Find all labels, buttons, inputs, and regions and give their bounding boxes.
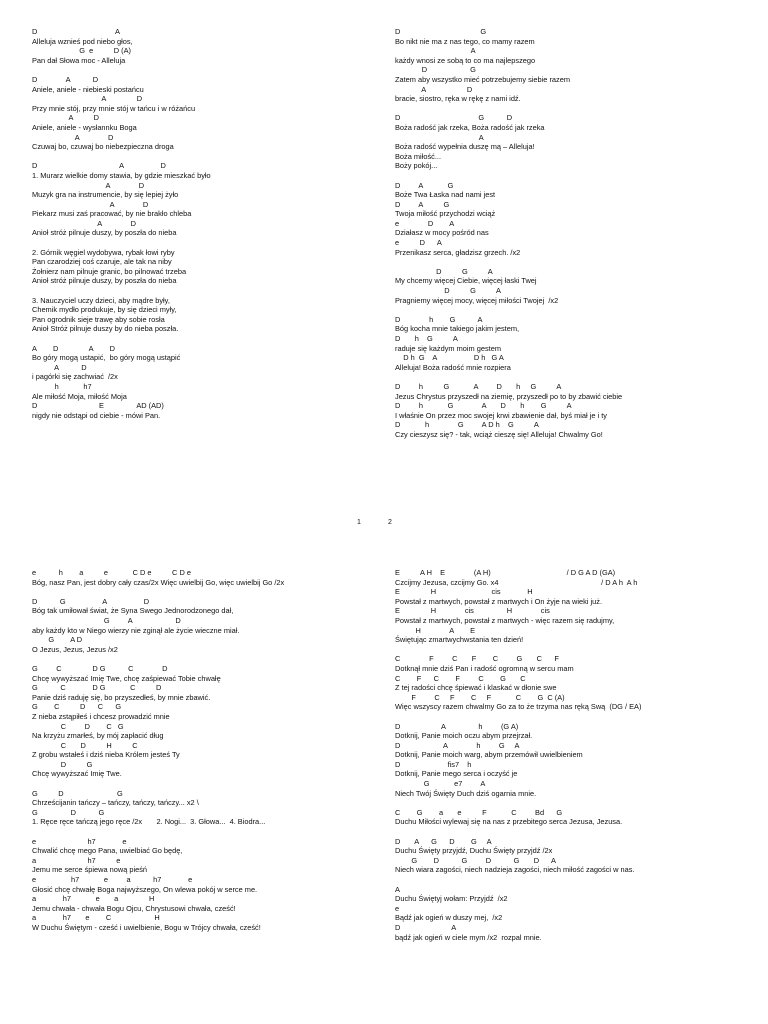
song-line: D A D [32,161,166,171]
song-line: Z nieba zstąpiłeś i chcesz prowadzić mnie [32,711,170,721]
song-line: G D G D G D A [395,855,556,865]
song-line: A [395,884,400,894]
song-line: h h7 [32,381,92,391]
song-line: Chemik mydło produkuje, by się dzieci myły, [32,305,177,315]
song-line: D A [395,922,457,932]
song-line: Muzyk gra na instrumencie, by się lepiej żyło [32,190,179,200]
song-line: D A G [395,199,450,209]
song-line: e h7 e a h7 e [32,875,193,884]
song-line: W Duchu Świętym - cześć i uwielbienie, Bogu w Trójcy chwała, cześć! [32,922,261,932]
song-line: Piekarz musi zaś pracować, by nie brakło chleba [32,209,192,219]
song-line [32,152,372,162]
song-line [32,65,372,75]
song-line: Więc wszyscy razem chwalmy Go za to że trzyma nas ręką Swą (DG / EA) [395,702,642,712]
song-line: Niech wiara zagości, niech nadzieja zagości, niech miłość zagości w nas. [395,865,635,875]
song-line [32,286,372,296]
song-line: Powstał z martwych, powstał z martwych - więc razem się radujmy, [395,615,615,625]
song-line: i pagórki się zachwiać /2x [32,372,118,382]
song-line: Bóg tak umiłował świat, że Syna Swego Jednorodzonego dał, [32,606,234,616]
song-line: D G [395,27,487,36]
song-line: Duchu Świętyj wołam: Przyjdź /x2 [395,894,508,904]
song-line: D A D [32,74,99,84]
song-line: Boży pokój... [395,161,438,171]
song-line: Na krzyżu zmarłeś, by mój zapłacić dług [32,731,164,741]
song-line [32,587,382,597]
song-line: Bóg kocha mnie takiego jakim jestem, [395,324,520,334]
song-line: G e7 A [395,779,486,789]
song-line: Pan dał Słowa moc - Alleluja [32,55,126,65]
song-line: D G A [395,286,501,296]
page-number-right: 2 [388,519,392,526]
song-line: każdy wnosi ze sobą to co ma najlepszego [395,55,536,65]
song-line: bracie, siostro, ręka w rękę z nami idź. [395,94,521,104]
song-line: nigdy nie odstąpi od ciebie - mówi Pan. [32,410,161,420]
song-line: Jemu me serce śpiewa nową pieśń [32,865,148,875]
song-line: Świętując zmartwychwstania ten dzień! [395,635,524,645]
song-line: G e D (A) [32,46,131,56]
song-line: Duchu Święty przyjdź, Duchu Święty przyjdź /2x [395,846,553,856]
song-line: Chwalić chcę mego Pana, uwielbiać Go będę, [32,846,183,856]
song-line: bądź jak ogień w ciele mym /x2 rozpal mnie. [395,932,542,942]
song-line: e D A [395,238,442,248]
song-line: e [395,903,400,913]
song-line: D h G A D h G A [395,353,504,363]
song-line: Jezus Chrystus przyszedł na ziemię, przyszedł po to by zbawić ciebie [395,391,623,401]
song-line: A D A D [32,343,115,353]
song-line [32,238,372,248]
song-line: C F C F C G C F [395,654,559,664]
song-line: D A h (G A) [395,721,519,731]
song-line [395,645,740,655]
song-column-top-left [32,27,372,527]
song-line: E H cis H [395,587,533,597]
song-line: A D [32,113,99,123]
song-line [395,171,740,181]
song-line: A D [32,362,87,372]
song-line: Zatem aby wszystko mieć potrzebujemy siebie razem [395,74,570,84]
song-line: Czcijmy Jezusa, czcijmy Go. x4 / D A h A h [395,577,638,587]
song-line: D A [32,27,120,36]
song-line: A [395,46,476,56]
song-line: G A D [32,635,83,645]
song-line: Niech Twój Święty Duch dziś ogarnia mnie. [395,788,537,798]
song-line: D G A [395,266,493,276]
song-line: My chcemy więcej Ciebie, więcej łaski Twej [395,276,537,286]
song-line: Boże Twa Łaska nad nami jest [395,190,496,200]
song-line: a h7 e C H [32,913,160,923]
song-line: a h7 e a H [32,894,155,904]
song-line: Przy mnie stój, przy mnie stój w tańcu i w różańcu [32,103,196,113]
song-line: Aniele, aniele - niebieski postańcu [32,84,144,94]
song-line: Twoja miłość przychodzi wciąż [395,209,496,219]
song-line [32,334,372,344]
song-line: Chcę wywyższać Imię Twe, chcę zaśpiewać Tobie chwałę [32,673,221,683]
song-line: G A D [32,615,181,625]
song-line: Aniele, aniele - wysłannku Boga [32,122,137,132]
song-line: Pan ogrodnik sieje trawę aby sobie rosła [32,314,165,324]
song-line: D G [395,65,476,75]
song-line: D G A D [32,596,150,606]
song-column-bottom-right [395,568,740,1024]
song-line: Bądź jak ogień w duszy mej, /x2 [395,913,503,923]
song-line: a h7 e [32,855,121,865]
song-line: 3. Nauczyciel uczy dzieci, aby mądre były, [32,295,170,305]
song-line: A D [32,94,143,104]
song-line: Alleluja wznieś pod niebo głos, [32,36,133,46]
song-line: aby każdy kto w Niego wierzy nie zginął ale życie wieczne miał. [32,625,240,635]
song-line: D h G A [395,334,458,343]
song-line: C D H C [32,740,138,750]
song-line: D A h G A [395,740,520,750]
song-line [395,875,740,885]
song-line: G C D C G [32,702,122,712]
song-line: D A G [395,180,454,190]
song-line: Boża radość jak rzeka, Boża radość jak rzeka [395,122,545,132]
song-line: A D [32,132,114,142]
song-line: Bóg, nasz Pan, jest dobry cały czas/2x Więc uwielbij Go, więc uwielbij Go /2x [32,577,285,587]
song-line: Panie dziś raduję się, bo przyszedłeś, by mnie zbawić. [32,692,211,702]
song-line: e D A [395,218,455,228]
song-line: Bo góry mogą ustapić, bo góry mogą ustąpić [32,353,181,363]
song-line: D h G A D h G A [395,381,562,391]
song-line [32,779,382,789]
song-line: D h G A [395,314,483,324]
song-line: E H cis H cis [395,606,550,616]
song-line: Chcę wywyższać Imię Twe. [32,769,122,779]
song-line: Duchu Miłości wylewaj się na nas z przebitego serca Jezusa, Jezusa. [395,817,623,827]
song-line: A [395,132,484,142]
song-line: D A G D G A [395,836,492,846]
song-line [395,104,740,114]
song-line: G C D G C D [32,663,168,673]
song-line [395,798,740,808]
song-line: Żołnierz nam pilnuje granic, bo pilnować trzeba [32,266,187,276]
song-line: Z grobu wstałeś i dziś nieba Królem jesteś Ty [32,750,180,760]
song-line: E A H E (A H) / D G A D (GA) [395,568,616,577]
song-line: Jemu chwała - chwała Bogu Ojcu, Chrystusowi chwała, cześć! [32,903,236,913]
song-column-top-right [395,27,740,527]
song-line: Anioł stróż pilnuje duszy, by poszła do nieba [32,276,177,286]
song-line: Przenikasz serca, gładzisz grzech. /x2 [395,247,521,257]
song-line: Anioł stróż pilnuje duszy, by poszła do nieba [32,228,177,238]
song-line: I właśnie On przez moc swojej krwi zbawienie dał, byś miał je i ty [395,410,607,420]
song-line: H A E [395,625,476,635]
song-line: Głosić chcę chwałę Boga najwyższego, On wlewa pokój w serce me. [32,884,258,894]
song-column-bottom-left [32,568,382,1024]
song-line: C F C F C G C [395,673,526,683]
song-line: D G D [395,113,513,123]
song-line: 1. Murarz wielkie domy stawia, by gdzie mieszkać było [32,170,211,180]
page-number-left: 1 [357,519,361,526]
song-line [395,827,740,837]
song-line: Anioł Stróż pilnuje duszy by do nieba poszła. [32,324,179,334]
song-line: D G [32,759,93,769]
song-line: 2. Górnik węgiel wydobywa, rybak łowi ryby [32,247,175,257]
song-line: G D G [32,807,105,817]
song-line: O Jezus, Jezus, Jezus /x2 [32,644,118,654]
song-line: D fis7 h [395,759,472,769]
song-line: C G a e F C Bd G [395,807,563,817]
song-line: G D G [32,788,123,798]
song-line: Boża radość wypełnia duszę mą – Alleluja! [395,142,535,152]
song-line: A D [32,199,149,209]
song-line [395,372,740,382]
song-line [395,712,740,722]
song-line: Bo nikt nie ma z nas tego, co mamy razem [395,36,535,46]
song-line: D h G A D h G A [395,420,539,430]
song-line [32,654,382,664]
song-line: Pan czarodziej coś czaruje, ale tak na niby [32,257,172,267]
song-line: Czuwaj bo, czuwaj bo niebezpieczna droga [32,142,174,152]
song-line: Działasz w mocy pośród nas [395,228,489,238]
song-line: Powstał z martwych, powstał z martwych i On żyje na wieki już. [395,596,602,606]
song-line: G C D G C D [32,683,162,693]
song-line: C D C G [32,721,124,731]
song-line [395,257,740,267]
song-line: Dotknął mnie dziś Pan i radość ogromną w sercu mam [395,663,574,673]
song-line: A D [395,84,473,94]
song-line: Ale miłość Moja, miłość Moja [32,391,127,401]
song-line: raduje się każdym moim gestem [395,343,501,353]
song-line: Boża miłość... [395,151,442,161]
song-line [32,827,382,837]
song-line: D h G A D h G A [395,401,572,411]
song-line: Czy cieszysz się? - tak, wciąż cieszę się! Alleluja! Chwalmy Go! [395,429,603,439]
song-line: Dotknij, Panie moich warg, abym przemówił uwielbieniem [395,750,583,760]
song-line [395,305,740,315]
song-line: Dotknij, Panie mego serca i oczyść je [395,769,518,779]
song-line: F C F C F C G C (A) [395,692,565,702]
song-line: Pragniemy więcej mocy, więcej miłości Twojej /x2 [395,295,559,305]
song-line: A D [32,218,136,228]
song-line: 1. Ręce ręce tańczą jego ręce /2x 2. Nogi... 3. Głowa... 4. Biodra... [32,817,266,827]
song-line: Dotknij, Panie moich oczu abym przejrzał. [395,731,533,741]
song-line: D E AD (AD) [32,401,164,411]
song-line: A D [32,180,145,190]
song-line: Z tej radości chcę śpiewać i klaskać w dłonie swe [395,683,557,693]
song-line: e h7 e [32,836,127,846]
song-line: e h a e C D e C D e [32,568,191,577]
song-line: Chrześcijanin tańczy – tańczy, tańczy, tańczy... x2 \ [32,798,199,808]
song-line: Alleluja! Boża radość mnie rozpiera [395,362,511,372]
